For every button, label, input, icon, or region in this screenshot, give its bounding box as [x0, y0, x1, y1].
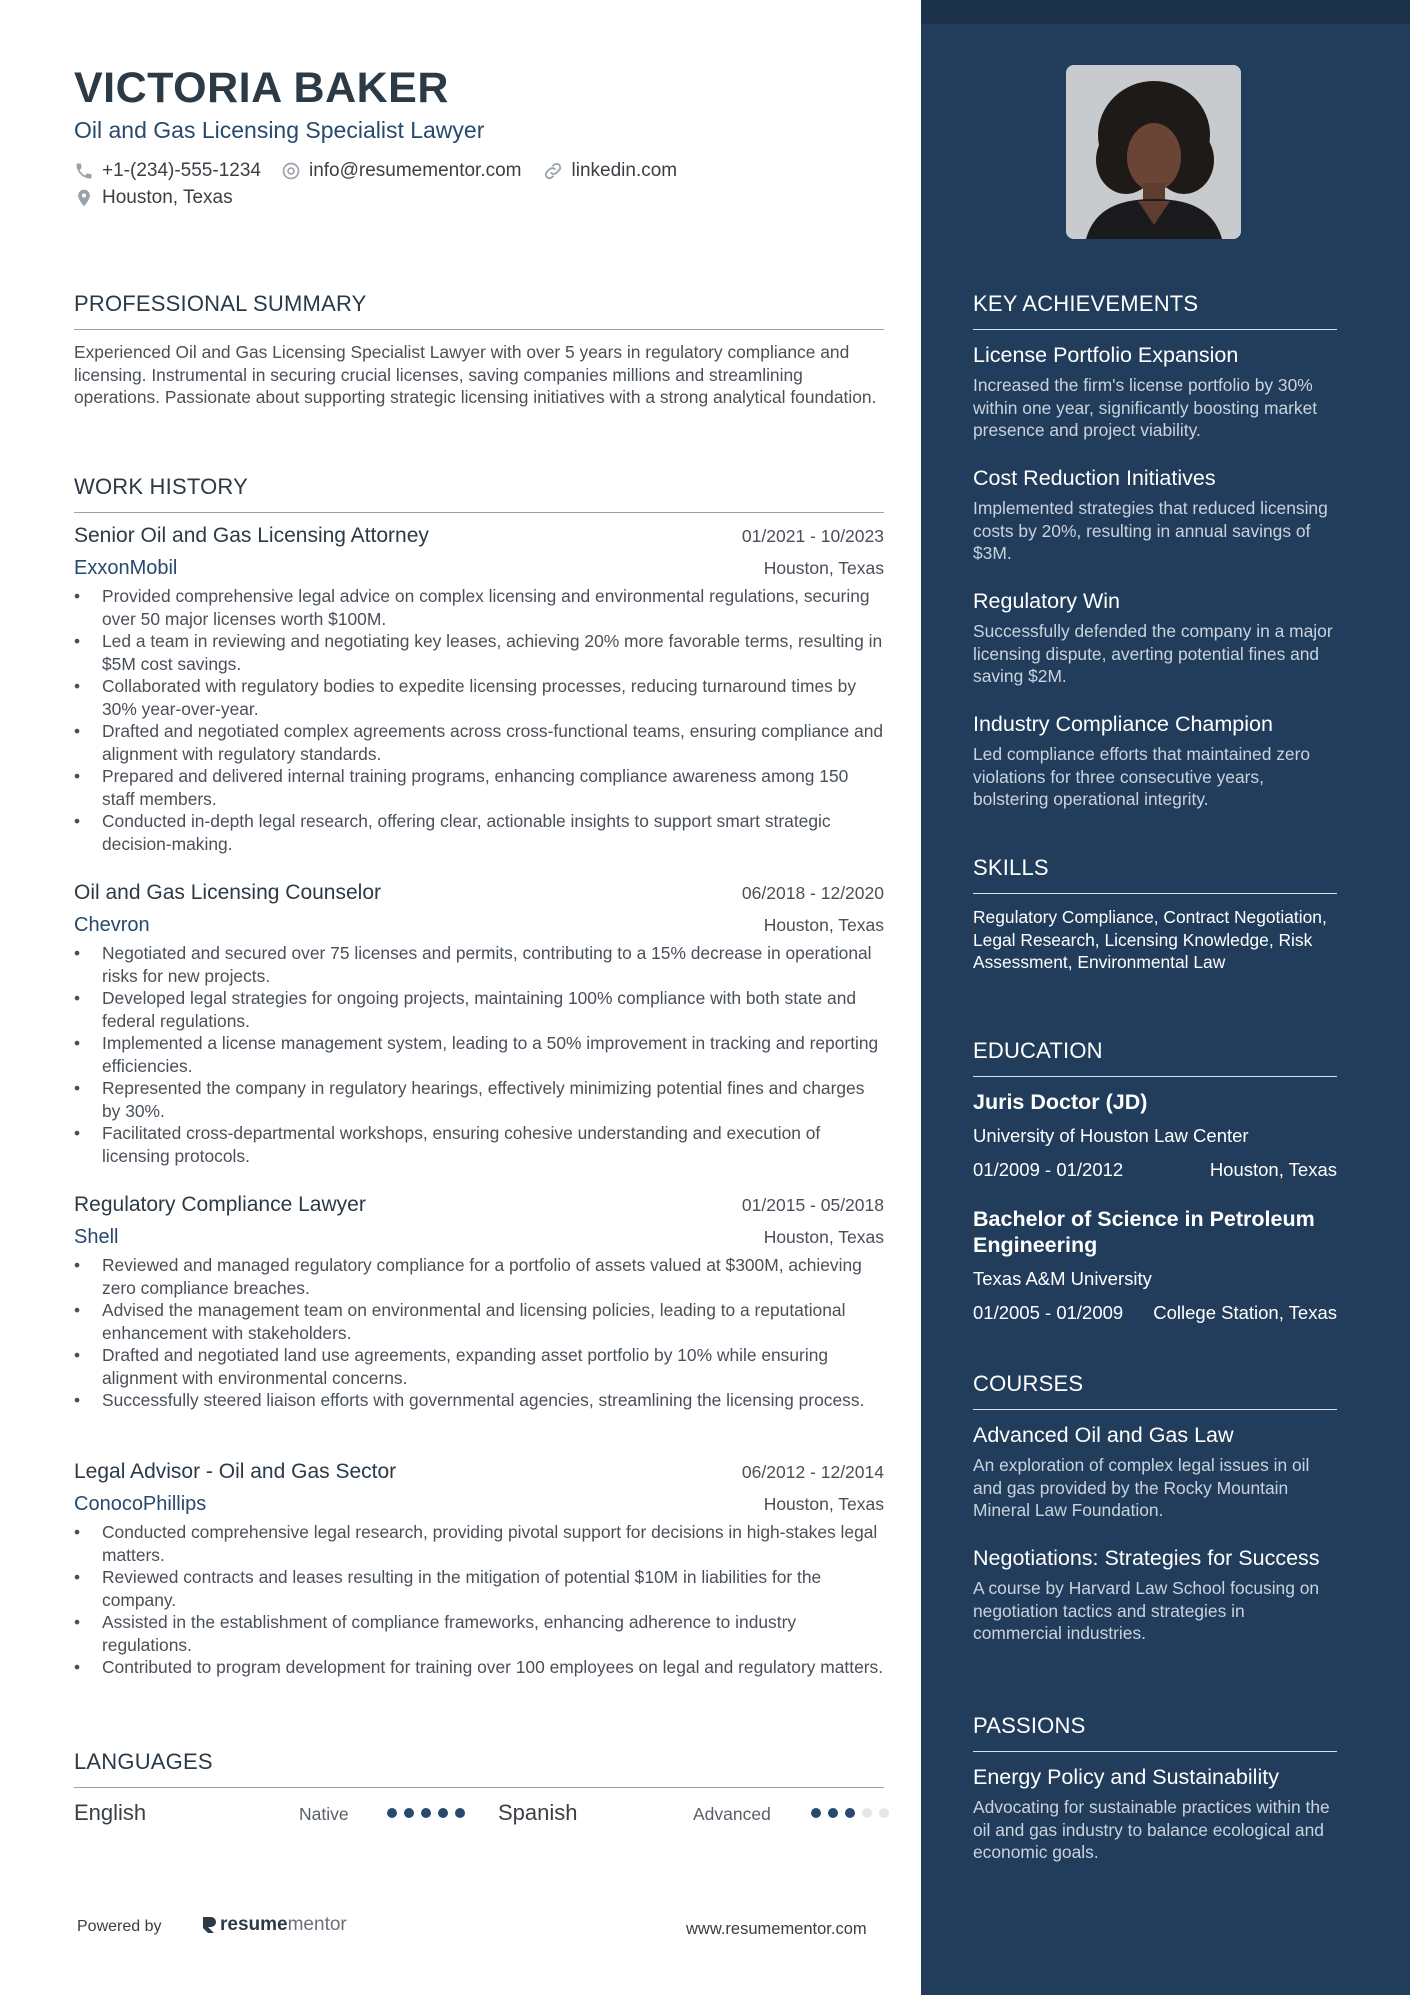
job-bullet: • Collaborated with regulatory bodies to expedite licensing processes, reducing turnaround times by 30% year-over-year.: [74, 675, 884, 720]
achievements-heading: KEY ACHIEVEMENTS: [973, 291, 1337, 330]
job-entry: [74, 524, 884, 855]
contact-row-2: [74, 187, 253, 209]
achievement-title: Regulatory Win: [973, 589, 1120, 613]
job-company: ExxonMobil: [74, 557, 178, 579]
rating-dot-filled: [404, 1808, 414, 1818]
job-bullet: • Prepared and delivered internal training programs, enhancing compliance awareness among 150 staff members.: [74, 765, 884, 810]
job-dates: 01/2021 - 10/2023: [741, 526, 884, 546]
language-rating: [387, 1808, 472, 1818]
job-bullet: • Facilitated cross-departmental workshops, ensuring cohesive understanding and execution of licensing protocols.: [74, 1122, 884, 1167]
phone-icon: [74, 161, 94, 181]
logo-text-bold: resume: [220, 1914, 288, 1935]
email-text: info@resumementor.com: [308, 160, 522, 181]
job-bullet: • Assisted in the establishment of compliance frameworks, enhancing adherence to industry regulations.: [74, 1611, 884, 1656]
at-icon: [281, 161, 301, 181]
job-bullet: • Represented the company in regulatory hearings, effectively minimizing potential fines and charges by 30%.: [74, 1077, 884, 1122]
summary-text: Experienced Oil and Gas Licensing Specialist Lawyer with over 5 years in regulatory compliance and licensing. Instrumental in securing crucial licenses, saving companies millions and streamlining operations. Passionate about supporting strategic licensing initiatives with a strong analytical foundation.: [74, 342, 877, 407]
job-bullet: • Drafted and negotiated land use agreements, expanding asset portfolio by 10% while ensuring alignment with environmental concerns.: [74, 1344, 884, 1389]
education-location: Houston, Texas: [1209, 1159, 1337, 1180]
contact-phone[interactable]: [74, 160, 261, 182]
location-pin-icon: [74, 187, 94, 209]
rating-dot-filled: [828, 1808, 838, 1818]
job-bullet: • Reviewed contracts and leases resulting in the mitigation of potential $10M in liabilities for the company.: [74, 1566, 884, 1611]
job-location: Houston, Texas: [763, 1494, 884, 1514]
job-company: Chevron: [74, 914, 150, 936]
footer-url[interactable]: www.resumementor.com: [686, 1920, 867, 1938]
achievement-item: [973, 342, 1337, 442]
candidate-name: VICTORIA BAKER: [74, 64, 449, 112]
passion-item: [973, 1764, 1337, 1864]
education-item: [973, 1089, 1337, 1181]
contact-row: [74, 160, 697, 182]
achievement-title: Cost Reduction Initiatives: [973, 466, 1216, 490]
sidebar-top-bar: [921, 0, 1410, 24]
powered-by-text: Powered by: [77, 1918, 162, 1935]
linkedin-text: linkedin.com: [571, 160, 678, 181]
job-location: Houston, Texas: [763, 558, 884, 578]
courses-heading: COURSES: [973, 1371, 1337, 1410]
education-location: College Station, Texas: [1153, 1302, 1337, 1323]
logo-text-light: mentor: [287, 1914, 347, 1935]
achievement-text: Successfully defended the company in a major licensing dispute, averting potential fines and saving $2M.: [973, 621, 1333, 686]
job-bullet: • Negotiated and secured over 75 licenses and permits, contributing to a 15% decrease in operational risks for new projects.: [74, 942, 884, 987]
job-entry: [74, 881, 884, 1167]
rating-dot-filled: [387, 1808, 397, 1818]
job-bullet: • Contributed to program development for training over 100 employees on legal and regulatory matters.: [74, 1656, 884, 1679]
job-bullet: • Successfully steered liaison efforts with governmental agencies, streamlining the licensing process.: [74, 1389, 884, 1412]
job-dates: 06/2012 - 12/2014: [741, 1462, 884, 1482]
skills-text: Regulatory Compliance, Contract Negotiation, Legal Research, Licensing Knowledge, Risk Assessment, Environmental Law: [973, 907, 1327, 972]
achievement-title: Industry Compliance Champion: [973, 712, 1273, 736]
language-level: Advanced: [693, 1804, 771, 1824]
profile-photo: [1066, 65, 1241, 239]
achievement-text: Led compliance efforts that maintained zero violations for three consecutive years, bolstering operational integrity.: [973, 744, 1311, 809]
rating-dot-empty: [862, 1808, 872, 1818]
education-heading: EDUCATION: [973, 1038, 1337, 1077]
achievement-text: Implemented strategies that reduced licensing costs by 20%, resulting in annual savings of $3M.: [973, 498, 1328, 563]
job-bullet: • Led a team in reviewing and negotiating key leases, achieving 20% more favorable terms, resulting in $5M cost savings.: [74, 630, 884, 675]
skills-block: [973, 906, 1337, 974]
job-bullet: • Reviewed and managed regulatory compliance for a portfolio of assets valued at $300M, achieving zero compliance breaches.: [74, 1254, 884, 1299]
job-bullet: • Provided comprehensive legal advice on complex licensing and environmental regulations, securing over 50 major licenses worth $100M.: [74, 585, 884, 630]
job-title: Oil and Gas Licensing Counselor: [74, 881, 382, 904]
achievement-text: Increased the firm's license portfolio by 30% within one year, significantly boosting market presence and project viability.: [973, 375, 1318, 440]
achievement-item: [973, 588, 1337, 688]
education-school: University of Houston Law Center: [973, 1125, 1249, 1146]
job-company: ConocoPhillips: [74, 1493, 207, 1515]
job-title: Senior Oil and Gas Licensing Attorney: [74, 524, 429, 547]
contact-location: [74, 187, 233, 209]
education-degree: Juris Doctor (JD): [973, 1090, 1148, 1114]
contact-email[interactable]: [281, 160, 522, 182]
job-bullet: • Conducted comprehensive legal research, providing pivotal support for decisions in high-stakes legal matters.: [74, 1521, 884, 1566]
language-level: Native: [299, 1804, 349, 1824]
language-name: Spanish: [498, 1800, 578, 1825]
job-dates: 01/2015 - 05/2018: [741, 1195, 884, 1215]
language-name: English: [74, 1800, 147, 1825]
job-bullets: [74, 585, 884, 855]
location-text: Houston, Texas: [102, 187, 233, 208]
education-dates: 01/2005 - 01/2009: [973, 1302, 1124, 1323]
resumementor-logo-icon: [200, 1915, 218, 1935]
job-bullets: [74, 1521, 884, 1679]
summary-heading: PROFESSIONAL SUMMARY: [74, 291, 884, 330]
rating-dot-empty: [879, 1808, 889, 1818]
achievement-title: License Portfolio Expansion: [973, 343, 1239, 367]
languages-heading: LANGUAGES: [74, 1749, 884, 1788]
achievement-item: [973, 711, 1337, 811]
job-bullets: [74, 942, 884, 1167]
job-bullet: • Advised the management team on environmental and licensing policies, leading to a reputational enhancement with stakeholders.: [74, 1299, 884, 1344]
course-item: [973, 1422, 1337, 1522]
job-company: Shell: [74, 1226, 119, 1248]
rating-dot-filled: [438, 1808, 448, 1818]
languages-row: [74, 1800, 884, 1830]
job-bullet: • Implemented a license management system, leading to a 50% improvement in tracking and reporting efficiencies.: [74, 1032, 884, 1077]
education-item: [973, 1206, 1337, 1324]
rating-dot-filled: [421, 1808, 431, 1818]
course-text: A course by Harvard Law School focusing on negotiation tactics and strategies in commercial industries.: [973, 1578, 1320, 1643]
achievement-item: [973, 465, 1337, 565]
education-dates: 01/2009 - 01/2012: [973, 1159, 1124, 1180]
job-bullet: • Drafted and negotiated complex agreements across cross-functional teams, ensuring compliance and alignment with regulatory standards.: [74, 720, 884, 765]
passions-heading: PASSIONS: [973, 1713, 1337, 1752]
contact-linkedin[interactable]: [542, 160, 678, 182]
link-icon: [542, 160, 564, 182]
skills-heading: SKILLS: [973, 855, 1337, 894]
course-title: Negotiations: Strategies for Success: [973, 1546, 1320, 1570]
job-title: Legal Advisor - Oil and Gas Sector: [74, 1460, 397, 1483]
passion-text: Advocating for sustainable practices within the oil and gas industry to balance ecological and economic goals.: [973, 1797, 1330, 1862]
job-entry: [74, 1193, 884, 1412]
job-location: Houston, Texas: [763, 915, 884, 935]
profile-photo-image: [1066, 65, 1241, 239]
education-school: Texas A&M University: [973, 1268, 1152, 1289]
job-dates: 06/2018 - 12/2020: [741, 883, 884, 903]
language-rating: [811, 1808, 896, 1818]
job-title: Regulatory Compliance Lawyer: [74, 1193, 366, 1216]
job-bullet: • Developed legal strategies for ongoing projects, maintaining 100% compliance with both state and federal regulations.: [74, 987, 884, 1032]
course-item: [973, 1545, 1337, 1645]
phone-text: +1-(234)-555-1234: [102, 160, 261, 181]
job-location: Houston, Texas: [763, 1227, 884, 1247]
course-title: Advanced Oil and Gas Law: [973, 1423, 1234, 1447]
job-entry: [74, 1460, 884, 1679]
work-history-heading: WORK HISTORY: [74, 474, 884, 513]
sidebar: [921, 0, 1410, 1995]
rating-dot-filled: [455, 1808, 465, 1818]
rating-dot-filled: [811, 1808, 821, 1818]
job-bullet: • Conducted in-depth legal research, offering clear, actionable insights to support smart strategic decision-making.: [74, 810, 884, 855]
resumementor-logo[interactable]: [200, 1914, 347, 1936]
passion-title: Energy Policy and Sustainability: [973, 1765, 1279, 1789]
candidate-title: Oil and Gas Licensing Specialist Lawyer: [74, 117, 485, 143]
course-text: An exploration of complex legal issues in oil and gas provided by the Rocky Mountain Mineral Law Foundation.: [973, 1455, 1310, 1520]
education-degree: Bachelor of Science in Petroleum Engineering: [973, 1207, 1315, 1257]
rating-dot-filled: [845, 1808, 855, 1818]
job-bullets: [74, 1254, 884, 1412]
